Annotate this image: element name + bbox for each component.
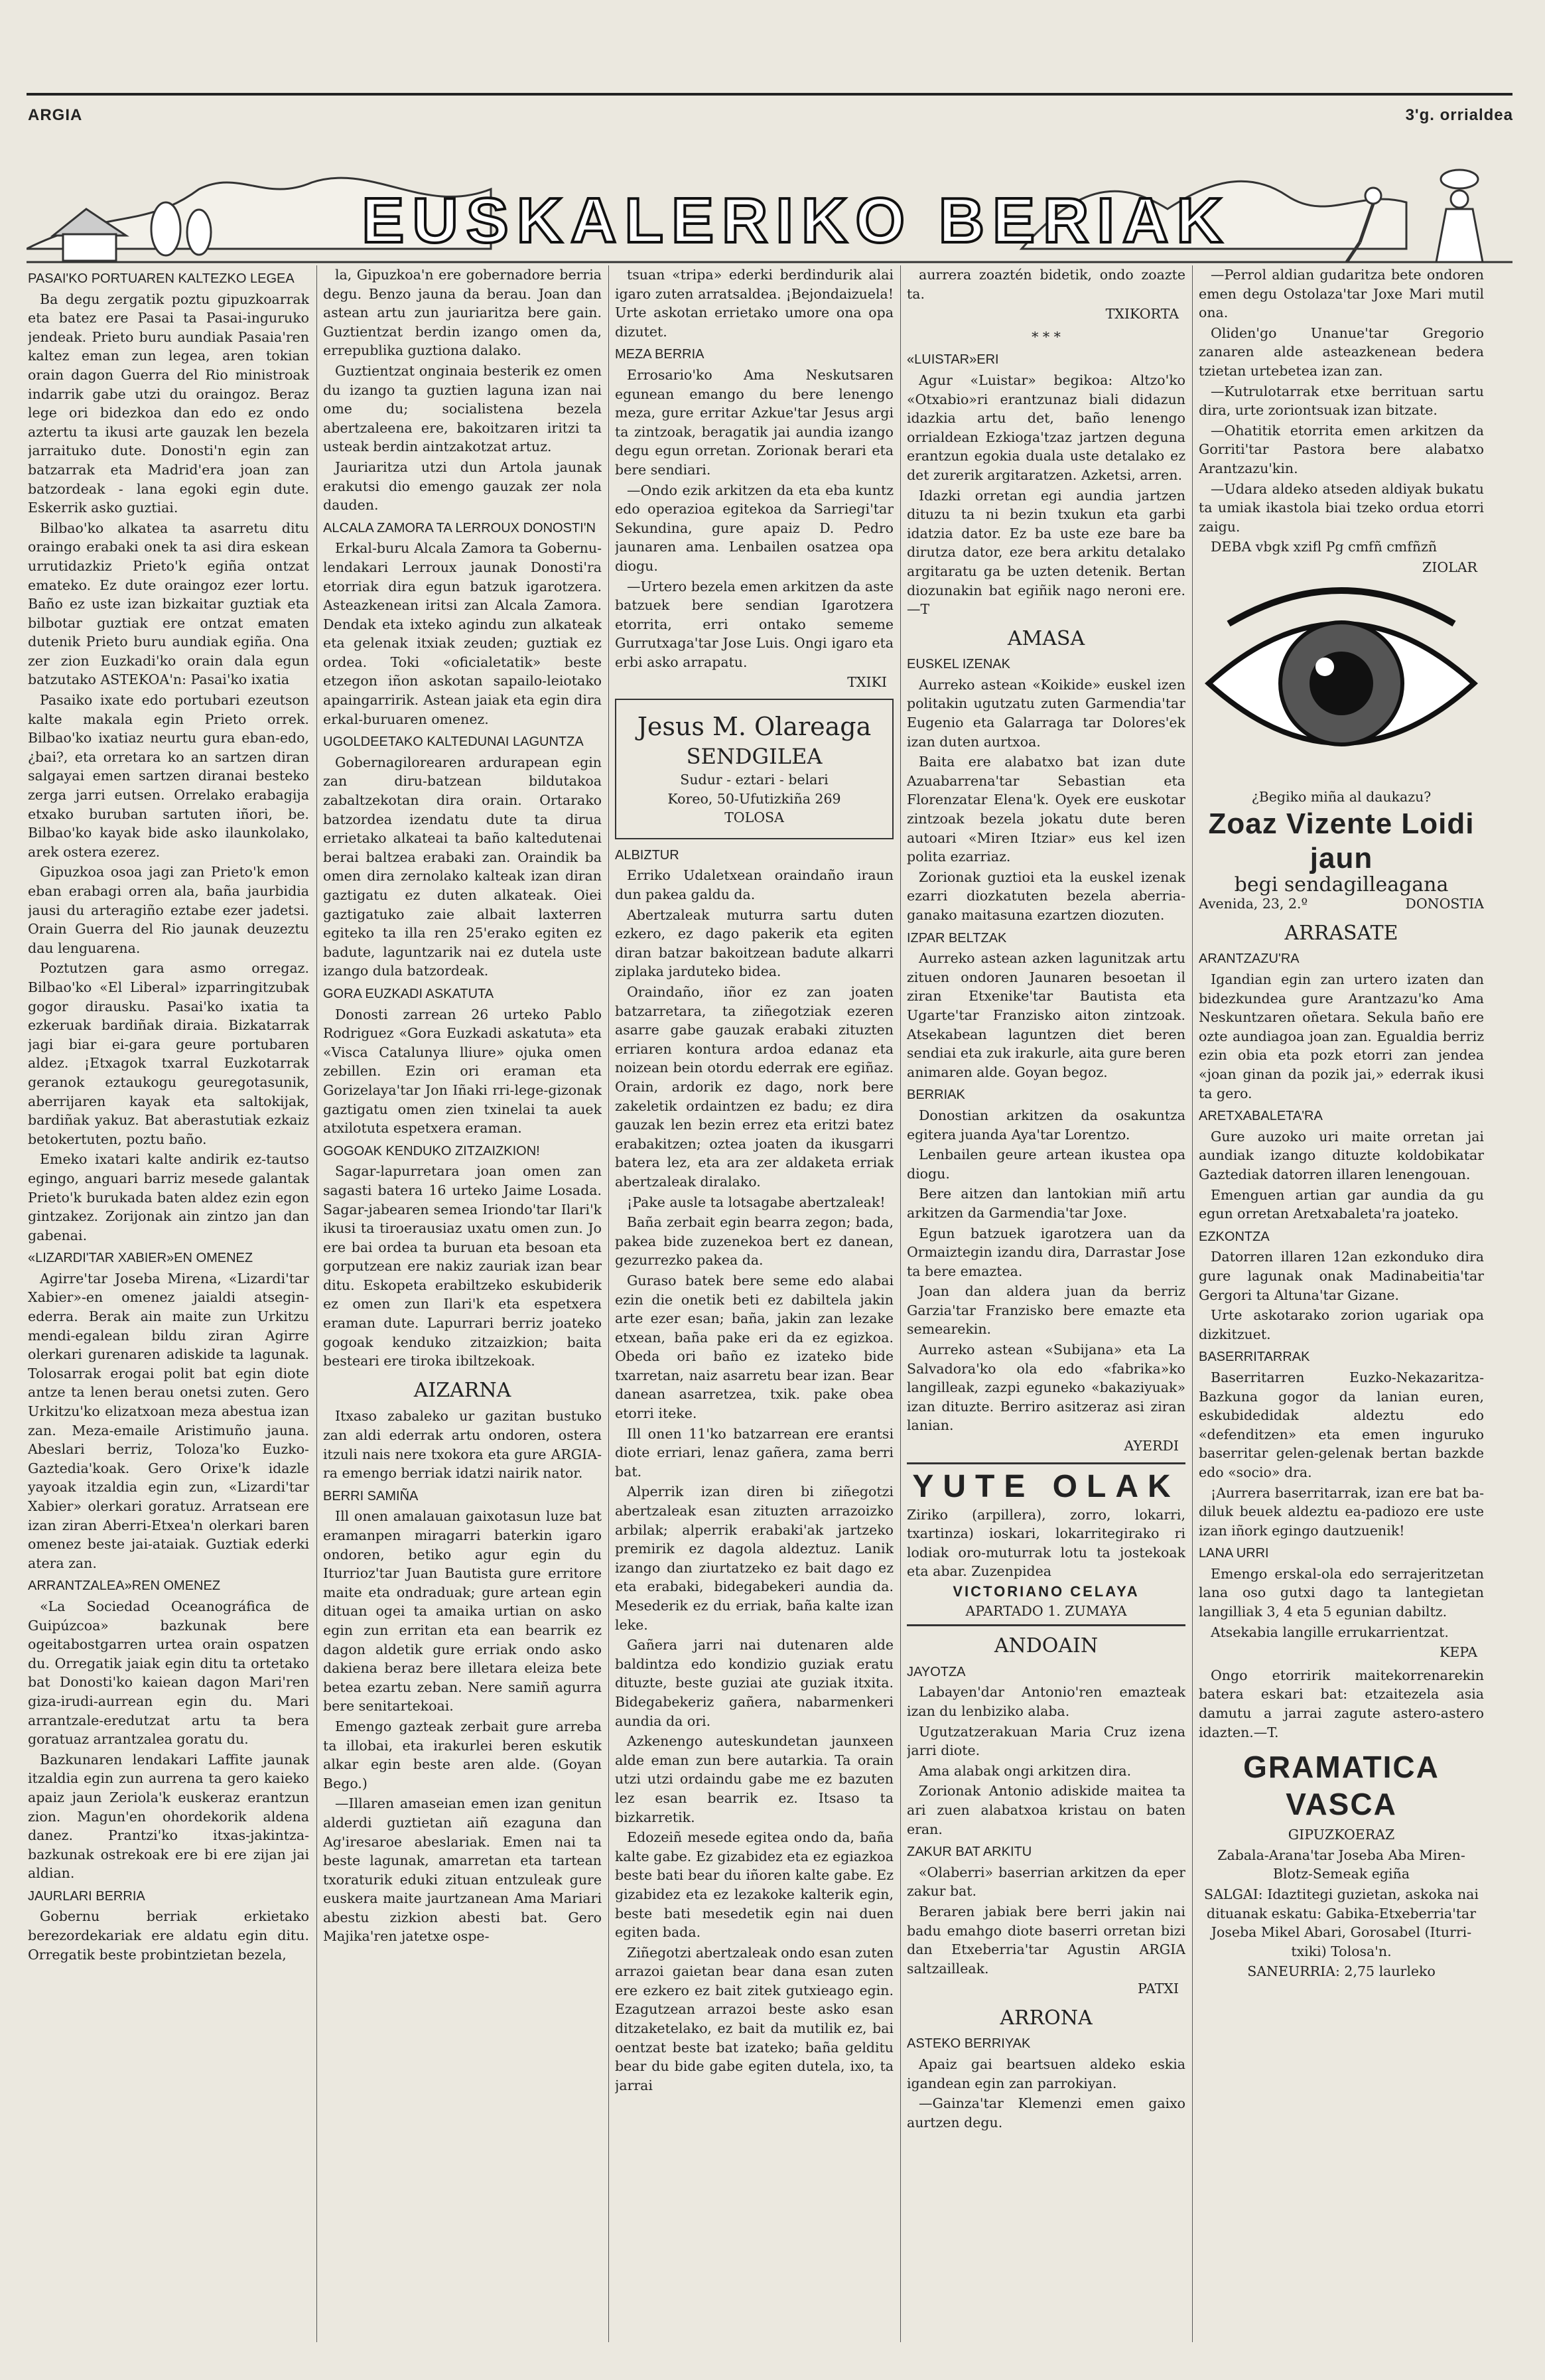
article-headline: MEZA BERRIA <box>615 347 705 362</box>
article-paragraph: —Gainza'tar Klemenzi emen gaixo aurtzen degu. <box>907 2095 1185 2131</box>
ad-line: GIPUZKOERAZ <box>1288 1827 1395 1843</box>
article-paragraph: Joan dan aldera juan da berriz Garzia'tar Franzisko bere emazte eta semearekin. <box>907 1283 1185 1338</box>
article-headline: BERRI SAMIÑA <box>323 1488 419 1504</box>
article-paragraph: Guraso batek bere seme edo alabai ezin die onetik beti ez dabiltela jakin arte ezer esan; baña, jakin zan lezake etxean, baña pake eri da ez egizkoa. Obeda ori baño ez izateko bide txarretan, naiz asarretu bear izan. Bear danean asarretzea, txik. pake obea etorri iteke. <box>615 1272 894 1422</box>
article-paragraph: Emengo gazteak zerbait gure arreba ta illobai, eta irakurlei beren eskutik alkar egin beste aren alde. (Goyan Bego.) <box>323 1718 602 1791</box>
ad-line: SANEURRIA: 2,75 laurleko <box>1247 1963 1436 1980</box>
article-headline: «LIZARDI'TAR XABIER»EN OMENEZ <box>28 1251 253 1266</box>
article-headline: ARANTZAZU'RA <box>1199 951 1300 967</box>
article-paragraph: Baña zerbait egin bearra zegon; bada, pakea bide zuzenekoa bert ez danean, gezurrezko pakea da. <box>615 1214 894 1269</box>
article-paragraph: Emenguen artian gar aundia da gu egun orretan Aretxabaleta'ra joateko. <box>1199 1186 1484 1222</box>
article-paragraph: —Udara aldeko atseden aldiyak bukatu ta umiak ikastola biai tzeko ordua etorri zaigu. <box>1199 480 1484 535</box>
article-paragraph: Alperrik izan diren bi ziñegotzi abertzaleak esan zituzten arrazoizko arbilak; alperrik erabaki'ak jartzeko premirik ez dagola aldeztuz. Lanik izango dan ziurtatzeko ez bait dago ez eta erabaki, bidegabekeri aundia da. Mesederik ez du erriak, baña kalte izan leke. <box>615 1484 894 1633</box>
article-paragraph: —Kutrulotarrak etxe berrituan sartu dira, urte zoriontsuak izan bitzate. <box>1199 383 1484 419</box>
town-heading: ARRONA <box>1000 2006 1093 2030</box>
ad-line: SENDGILEA <box>686 744 823 770</box>
article-paragraph: Aurreko astean «Subijana» eta La Salvadora'ko ola edo «fabrika»ko langilleak, zazpi eguneko «bakaziyuak» izan dituzte. Berriro asitzeraz asi ziran lanian. <box>907 1342 1185 1434</box>
article-paragraph: «La Sociedad Oceanográfica de Guipúzcoa» bazkunak bere ogeitabostgarren urtea orain ospatzen du. Orregatik jaiak egin ditu ta ortetako bat Donosti'ko kaiean dagon Mari'ren giza-irudi-aurrean egin du. Mari arrantzale-eredutzat artu ta bera goratuaz arrantzalea goratu du. <box>28 1598 309 1748</box>
article-paragraph: Bere aitzen dan lantokian miñ artu arkitzen da Garmendia'tar Joxe. <box>907 1186 1185 1221</box>
author-signature: ZIOLAR <box>1422 559 1477 575</box>
article-paragraph: Beraren jabiak bere berri jakin nai badu emahgo diote baserri orretan bizi dan Etxeberria'tar Agustin ARGIA saltzailleak. <box>907 1903 1185 1977</box>
article-headline: EUSKEL IZENAK <box>907 657 1010 672</box>
article-headline: ZAKUR BAT ARKITU <box>907 1845 1032 1860</box>
page-number: 3'g. orrialdea <box>1405 106 1513 124</box>
article-headline: UGOLDEETAKO KALTEDUNAI LAGUNTZA <box>323 735 584 750</box>
article-headline: ARETXABALETA'RA <box>1199 1109 1323 1124</box>
ad-title: GRAMATICA VASCA <box>1243 1750 1440 1822</box>
ad-line: Sudur - eztari - belari <box>680 772 829 788</box>
article-headline: «LUISTAR»ERI <box>907 352 999 368</box>
ad-address: Avenida, 23, 2.º <box>1199 896 1308 912</box>
article-paragraph: Aurreko astean «Koikide» euskel izen politakin ugutzatu zuten Garmendia'tar Eugenio eta Galarraga tar Dolores'ek izan duten aurtxoa. <box>907 676 1185 750</box>
author-signature: KEPA <box>1440 1644 1477 1661</box>
article-paragraph: Baita ere alabatxo bat izan dute Azuabarrena'tar Sebastian eta Florenzatar Elena'k. Oyek ere euskotar zintzoak bezela jokatu dute beren autoari «Miren Itziar» eus kel izen polita ezarriaz. <box>907 754 1185 865</box>
article-headline: ALBIZTUR <box>615 847 679 863</box>
article-paragraph: Sagar-lapurretara joan omen zan sagasti batera 16 urteko Jaime Losada. Sagar-jabearen semea Iriondo'tar Ilari'k ikusi ta tiroerausiaz uxatu omen zun. Jo ere bai ordea ta buruan eta besoan eta gorputzean ere nakiz zauriak izan bear ditu. Eskopeta erabiltzeko eskubiderik ez omen zun Ilari'k eta espetxera eraman dute. Lapurrari berriz joateko gogoak kenduko zitzaizkion; baita besteari ere tiroka ibiltzekoak. <box>323 1163 602 1369</box>
article-headline: EZKONTZA <box>1199 1229 1270 1244</box>
article-headline: JAURLARI BERRIA <box>28 1888 145 1904</box>
article-paragraph: ¡Pake ausle ta lotsagabe abertzaleak! <box>627 1194 886 1210</box>
ad-line: SALGAI: Idaztitegi guzietan, askoka nai dituanak eskatu: Gabika-Etxeberria'tar Joseba Mikel Abari, Gorosabel (Iturri-txiki) Tolosa'n. <box>1204 1886 1479 1959</box>
woman-basket-icon <box>1436 170 1483 262</box>
ad-doctor-name: Zoaz Vizente Loidi jaun <box>1208 807 1475 875</box>
article-paragraph: Zorionak Antonio adiskide maitea ta ari zuen alabatxoa kristau on baten eran. <box>907 1783 1185 1837</box>
article-paragraph: Agur «Luistar» begikoa: Altzo'ko «Otxabio»ri erantzunaz biali didazun idazkia artu det, baño lenengo orrialdean Ezkioga'tzaz jartzen deguna erantzun egokia duala uste detalako ez det zurerik argitaratzen. Azketsi, arren. <box>907 372 1185 483</box>
article-paragraph: Ill onen amalauan gaixotasun luze bat eramanpen miragarri baterkin igaro ondoren, betiko agur egin du Iturrioz'tar Juan Bautista gure erritore maite eta ondraduak; gure artean egin dituan ogei ta amaika urtian on asko egin zun erritan eta ean bearrik ez dagon aldetik gure erriak ondo asko dakiena beraz bere illetara eleiza bete betea ezartu zeban. Nere samiñ agurra bere senitartekoai. <box>323 1508 602 1715</box>
ad-subtitle: begi sendagilleagana <box>1234 873 1449 896</box>
article-headline: IZPAR BELTZAK <box>907 930 1007 945</box>
doctor-advertisement <box>615 699 894 839</box>
article-paragraph: Erriko Udaletxean oraindaño iraun dun pakea galdu da. <box>615 867 894 903</box>
article-paragraph: Guztientzat onginaia besterik ez omen du izango ta guztien laguna izan nai ome du; socialistena bezela abertzaleena ere, bakoitzaren iritzi ta usteak berdin aintzakotzat artuz. <box>323 362 602 455</box>
article-headline: BERRIAK <box>907 1087 965 1103</box>
eye-doctor-advertisement <box>1199 584 1484 914</box>
article-paragraph: Aurreko astean azken lagunitzak artu zituen ondoren Jaunaren besoetan il ziran Etxenike'tar Bautista eta Ugarte'tar Franzisko aiton zintzoak. Atsekabean laguntzen diet beren sendiai eta zuk irakurle, aita gure beren animaren alde. Goyan begoz. <box>907 950 1185 1080</box>
article-paragraph: DEBA vbgk xzifl Pg cmfñ cmfñzñ <box>1211 539 1438 555</box>
article-paragraph: —Urtero bezela emen arkitzen da aste batzuek bere sendian Igarotzera etorrita, erri ontako sememe Gurrutxaga'tar Jose Luis. Ongi igaro eta erbi asko arrapatu. <box>615 578 894 670</box>
article-paragraph: Bazkunaren lendakari Laffite jaunak itzaldia egin zun aurrena ta gero kaieko apaiz jaun Zeriola'k euskeraz erantzun zion. Magun'en ohordekorik aldena danez. Prantzi'ko itxas-jakintza-bazkunak ostrekoak ere bi ere zijan jai aldian. <box>28 1751 309 1882</box>
article-paragraph: —Ohatitik etorrita emen arkitzen da Gorriti'tar Pastora bere alabatxo Arantzazu'kin. <box>1199 422 1484 476</box>
article-paragraph: Abertzaleak muturra sartu duten ezkero, ez dago pakerik eta egiten diran batzar bakoitzean badute alkarri ziplaka jarduteko bidea. <box>615 906 894 980</box>
article-paragraph: Edozeiñ mesede egitea ondo da, baña kalte gabe. Ez gizabidez eta ez egiazkoa beste bati bear du iñoren kalte gabe. Ez gizabidez eta ez lezakoke kalterik egin, beste bati mesedetik egin nai duen egiten bada. <box>615 1829 894 1941</box>
ad-company: VICTORIANO CELAYA <box>953 1583 1140 1600</box>
article-headline: PASAI'KO PORTUAREN KALTEZKO LEGEA <box>28 271 295 286</box>
section-banner <box>27 149 1512 265</box>
article-paragraph: Baserritarren Euzko-Nekazaritza-Bazkuna gogor da lanian euren, eskubidedidak aldeztu edo «defenditzen» eta emen inguruko baserritar gelen-gelenak bertan bazkde edo «socio» dra. <box>1199 1369 1484 1480</box>
column-5 <box>1199 265 1484 2342</box>
ad-body: Ziriko (arpillera), zorro, lokarri, txartinza) ioskari, lokarritegirako ri lodiak oro-muturrak lotu ta jostekoak eta abar. Zuzenpidea <box>907 1506 1185 1580</box>
town-heading: AMASA <box>1007 626 1085 650</box>
article-paragraph: Emengo erskal-ola edo serrajeritzetan lana oso gutxi dago ta lantegietan langilliak 3, 4 eta 5 egunian dabiltz. <box>1199 1565 1484 1620</box>
ad-address-row <box>1199 894 1484 914</box>
ad-line: Zabala-Arana'tar Joseba Aba Miren-Blotz-Semeak egiña <box>1217 1847 1465 1882</box>
article-paragraph: Ugutzatzerakuan Maria Cruz izena jarri diote. <box>907 1723 1185 1759</box>
article-paragraph: Gobernu berriak erkietako berezordekariak ere aldatu egin ditu. Orregatik beste probintzietan bezela, <box>28 1908 309 1963</box>
column-3 <box>615 265 894 2342</box>
author-signature: TXIKI <box>847 674 887 691</box>
article-paragraph: Gañera jarri nai dutenaren alde baldintza edo kondizio guziak eratu dituzte, beste guziai ate guziak itxita. Bidegabekeriz gañera, nabarmenkeri aundia da ori. <box>615 1637 894 1729</box>
article-paragraph: Azkenengo auteskundetan jaunxeen alde eman zun bere autarkia. Ta orain utzi utzi ordaindu gabe me ez bazuten lez esan bearrik ez. Itsaso ta bizkarretik. <box>615 1733 894 1825</box>
article-paragraph: Oraindaño, iñor ez zan joaten batzarretara, ta ziñegotziak ezeren asarre gabe gauzak erabaki zituzten erriaren kontura ardoa edanaz eta noizean bein otordu ederrak ere egiñaz. Orain, ardorik ez dago, nork bere zakeletik ordaintzen ez badu; ez dira gauzak len bezin errez eta eritzi batez erabakitzen; oztea joaten da ikusgarri batera lez, eta ara zer aldaketa erriak abertzaleak diralako. <box>615 984 894 1190</box>
article-paragraph: Zorionak guztioi eta la euskel izenak ezarri diozkatuten bezela aberria-ganako maitasuna ezartzen diozuten. <box>907 869 1185 923</box>
article-paragraph: Donostian arkitzen da osakuntza egitera juanda Aya'tar Lorentzo. <box>907 1107 1185 1143</box>
column-divider <box>608 265 609 2342</box>
article-paragraph: —Ondo ezik arkitzen da eta eba kuntz edo operazioa egitekoa da Sarriegi'tar Sekundina, gure apaiz D. Pedro jaunaren ama. Lenbailen osatzea opa diogu. <box>615 482 894 574</box>
article-paragraph: Ba degu zergatik poztu gipuzkoarrak eta batez ere Pasai ta Pasai-inguruko jendeak. Prieto buru aundiak Pasaia'ren kaltez eman zun legea, aren tokian orain dagon Guerra del Rio ministroak indarrik gabe utzi du oraingoz. Beraz lege ori bidezkoa dan edo ez ondo aztertu ta ikusi arte gauzak len bezela jarraituko dute. Donosti'n egin zan batzarrak eta Madrid'era joan zan batzordeak - lana egoki egin dute. Eskerrik asko guztiai. <box>28 291 309 516</box>
article-paragraph: —Perrol aldian gudaritza bete ondoren emen degu Ostolaza'tar Joxe Mari mutil ona. <box>1199 267 1484 321</box>
article-paragraph: Emeko ixatari kalte andirik ez-tautso egingo, anguari barriz mesede galantak Prieto'k burukada baten aldez ezin egon gintzakez. Zorijonak ain zintzo jan dan gabenai. <box>28 1151 309 1243</box>
column-divider <box>900 265 901 2342</box>
article-paragraph: Errosario'ko Ama Neskutsaren egunean emango du bere lenengo meza, gure erritar Azkue'tar Jesus argi ta zintzoak, beragatik jai aundia izango degu egun orretan. Zorionak berari eta bere sendiari. <box>615 366 894 478</box>
article-paragraph: Ama alabak ongi arkitzen dira. <box>919 1762 1132 1779</box>
grammar-advertisement <box>1199 1748 1484 1981</box>
article-headline: JAYOTZA <box>907 1664 966 1679</box>
article-paragraph: Ziñegotzi abertzaleak ondo esan zuten arrazoi gaietan bear dana esan zuten ere ezkero ez bait zitek gutxieago egin. Ezagutzean arrazoi beste asko esan ditzaketelako, ez bait da mutilik ez, bai oentzat beste bat izateko; baña gelditu bear du bide gabe egiten dutela, ixo, ta jarrai <box>615 1944 894 2093</box>
article-headline: GORA EUZKADI ASKATUTA <box>323 986 494 1001</box>
article-paragraph: Urte askotarako zorion ugariak opa dizkitzuet. <box>1199 1307 1484 1342</box>
article-paragraph: Itxaso zabaleko ur gazitan bustuko zan aldi ederrak artu ondoren, ostera itzuli nais nere txokora eta gure ARGIA-ra emengo berriak idatzi nairik nator. <box>323 1408 602 1482</box>
column-4 <box>907 265 1185 2342</box>
article-headline: GOGOAK KENDUKO ZITZAIZKION! <box>323 1143 540 1158</box>
article-paragraph: ¡Aurrera baserritarrak, izan ere bat ba-diluk beuek aldeztu ea-padiozo ere uste izan iñork egingo dautzuenik! <box>1199 1484 1484 1539</box>
article-paragraph: Erkal-buru Alcala Zamora ta Gobernu-lendakari Lerroux jaunak Donosti'ra etorriak dira egun batzuk igarotzera. Asteazkenean iritsi zan Alcala Zamora. Dendak eta ixteko agindu zun alkateak eta gelenak itxiak zeuden; guztiak ez ordea. Toki «oficialetatik» beste etzegon iñon askotan sapailo-leiotako apaingarririk. Astean jaiak eta egin dira erkal-buruaren omenez. <box>323 540 602 727</box>
article-paragraph: Jauriaritza utzi dun Artola jaunak erakutsi dio emengo gauzak zer nola dauden. <box>323 458 602 514</box>
yute-olak-advertisement <box>907 1462 1185 1627</box>
author-signature: PATXI <box>1138 1981 1179 1997</box>
article-paragraph: Labayen'dar Antonio'ren emazteak izan du lenbiziko alaba. <box>907 1684 1185 1719</box>
eye-icon <box>1202 584 1481 783</box>
author-signature: AYERDI <box>1124 1438 1179 1454</box>
newspaper-name: ARGIA <box>28 106 83 124</box>
ad-title: YUTE OLAK <box>912 1468 1180 1504</box>
article-paragraph: Poztutzen gara asmo orregaz. Bilbao'ko «El Liberal» izparringitzubak gogor dirausku. Pasai'ko ixatia ta ezkeruak bardiñak diraia. Bizkatarrak jagi biar ei-gara geure portubaren aldez. ¡Etxagok txarral Euzkotarrak geranok eztaukogu geuregotasunik, aberrijaren kayak eta saltokijak, bardiñak yakuz. Bat aberastutiak ezkaiz betokertuten, poztu baño. <box>28 960 309 1147</box>
column-2 <box>323 265 602 2342</box>
ad-address: APARTADO 1. ZUMAYA <box>965 1602 1127 1619</box>
town-heading: ANDOAIN <box>994 1634 1099 1658</box>
banner-title: EUSKALERIKO BERIAK <box>362 185 1231 256</box>
separator-stars: * * * <box>1032 328 1061 345</box>
article-paragraph: Donosti zarrean 26 urteko Pablo Rodriguez «Gora Euzkadi askatuta» eta «Visca Catalunya lliure» ojuka omen zebillen. Ezin ori eraman eta Gorizelaya'tar Jon Iñaki rri-lege-gizonak gaztigatu omen zien txinelai ta auek atxilotuta espetxera eraman. <box>323 1006 602 1137</box>
article-headline: LANA URRI <box>1199 1546 1269 1561</box>
article-headline: ARRANTZALEA»REN OMENEZ <box>28 1578 221 1594</box>
article-paragraph: —Illaren amaseian emen izan genitun alderdi guztietan aiñ ezaguna dan Ag'iresaroe abeslariak. Emen nai ta beste lagunak, amarretan eta tartean txoraturik eduki zituan entzuleak gure euskera maite jaurtzanean Ama Mariari abestu zizkion abesti bat. Gero Majika'ren jatetxe ospe- <box>323 1795 602 1945</box>
article-paragraph: «Olaberri» baserrian arkitzen da eper zakur bat. <box>907 1864 1185 1900</box>
article-paragraph: Gipuzkoa osoa jagi zan Prieto'k emon eban erabagi orren ala, baña jaurbidia jausi du arteragiño eztabe ezer jadetsi. Orain Guerra del Rio jaunak deuzeztu dau lenguarena. <box>28 864 309 956</box>
column-divider <box>316 265 317 2342</box>
ad-line: TOLOSA <box>724 809 784 826</box>
ad-line: Jesus M. Olareaga <box>637 712 872 742</box>
ad-line: Koreo, 50-Ufutizkiña 269 <box>667 790 841 807</box>
article-paragraph: Pasaiko ixate edo portubari ezeutson kalte makala egin Prieto orrek. Bilbao'ko ixatiaz neurtu gura eban-edo, ¿bai?, eta orretara ko an sartzen diran salgayai emen sartzen diranai besteko zerga jarri eutsen. Orrelako erabagija etxako buruban sartuten iñori, be. Bilbao'ko kayak bide asko ilaunkolako, arek ostera ezerez. <box>28 692 309 860</box>
article-paragraph: Agirre'tar Joseba Mirena, «Lizardi'tar Xabier»-en omenez jaialdi atsegin-ederra. Berak ain maite zun Urkitzu mendi-egalean bildu ziran Agirre olerkari gurenaren adiskide ta lagunak. Tolosarrak erogai polit bat egin diote antze ta lenen berau onetsi zuten. Gero Urkitzu'ko elizatxoan meza abestua izan zan. Meza-emaile Aristimuño jauna. Abeslari berriz, Toloza'ko Euzko-Gaztedia'koak. Gero Orixe'k idazle yayoak itzaldia egin zun, «Lizardi'tar Xabier» olerkari goratuz. Arratsean ere izan ziran Aberri-Etxea'n olerkari baren omenez beste jai-ataiak. Guztiak ederki atera zan. <box>28 1270 309 1571</box>
article-paragraph: Ill onen 11'ko batzarrean ere erantsi diote erriari, lenaz gañera, zama berri bat. <box>615 1425 894 1480</box>
ad-city: DONOSTIA <box>1405 896 1484 912</box>
article-paragraph: tsuan «tripa» ederki berdindurik alai igaro zuten arratsaldea. ¡Bejondaizuela! Urte askotan errietako umore ona opa dizutet. <box>615 267 894 340</box>
article-paragraph: Lenbailen geure artean ikustea opa diogu. <box>907 1147 1185 1182</box>
article-paragraph: Gure auzoko uri maite orretan jai aundiak izango dituzte koldobikatar Gaztediak datorren illaren lenengouan. <box>1199 1128 1484 1182</box>
article-paragraph: Igandian egin zan urtero izaten dan bidezkundea gure Arantzazu'ko Ama Neskuntzaren oñetara. Sekula baño ere ozte aundiagoa joan zan. Egualdia berriz ezin obia eta pozk etorri zan jendea «joan ginan da pozik jai,» ederrak ikusi ta gero. <box>1199 971 1484 1101</box>
town-heading: ARRASATE <box>1284 921 1398 945</box>
article-paragraph: Oliden'go Unanue'tar Gregorio zanaren alde asteazkenean bedera tzietan urtebetea izan zan. <box>1199 324 1484 379</box>
article-headline: ALCALA ZAMORA TA LERROUX DONOSTI'N <box>323 520 596 535</box>
article-paragraph: Gobernagilorearen ardurapean egin zan diru-batzean bildutakoa zabaltzekotan dira orain. Ortarako batzordea izendatu dute ta dirua errietako alkateai ta baño kaltedutenai berai baltzea erabaki zan. Oraindik ba omen dira zernolako kalteak izan diran gaztigatu ez duten alkateak. Oiei gaztigatuko zaie albait laxterren egiteko ta illa ren 25'erako egiten ez badute, laguntzarik nai ez dutela uste izango dula batzordeak. <box>323 754 602 979</box>
article-headline: ASTEKO BERRIYAK <box>907 2036 1031 2052</box>
article-paragraph: Datorren illaren 12an ezkonduko dira gure lagunak onak Madinabeitia'tar Gergori ta Altuna'tar Gizane. <box>1199 1249 1484 1303</box>
ad-question: ¿Begiko miña al daukazu? <box>1251 789 1432 805</box>
header-rule <box>27 93 1512 106</box>
article-paragraph: Atsekabia langille errukarrientzat. <box>1211 1624 1449 1640</box>
article-paragraph: aurrera zoaztén bidetik, ondo zoazte ta. <box>907 267 1185 302</box>
column-divider <box>1192 265 1193 2342</box>
article-paragraph: la, Gipuzkoa'n ere gobernadore berria degu. Benzo jauna da berau. Joan dan astean artu zun jauriaritza bere gain. Guztientzat berdin izango omen da, errepublika guztiona dalako. <box>323 267 602 359</box>
author-signature: TXIKORTA <box>1105 306 1179 322</box>
article-paragraph: Egun batzuek igarotzera uan da Ormaiztegin izandu dira, Darrastar Jose ta bere emaztea. <box>907 1225 1185 1279</box>
article-paragraph: Idazki orretan egi aundia jartzen dituzu ta ni bezin txukun eta garbi idatzia dator. Ez ba uste eze bare ba dirutza dator, eze bera arkitu detalako argitaratu ga be uzten detenik. Bertan diozunakin bat egiñik nago neroni ere.—T <box>907 487 1185 618</box>
article-paragraph: Bilbao'ko alkatea ta asarretu ditu oraingo erabaki onek ta asi dira eskean urrutidazkiz Prieto'k egiña ontzat emateko. Ez dute oraingoz ezer lortu. Baño ez uste izan bizkaitar guztiak eta bilbotar guztiak ere ontzat ematen dutenik Prieto buru aundiak egiña. Ona zer zion Euzkadi'ko orain dala egun batzutako ASTEKOA'n: Pasai'ko ixatia <box>28 520 309 688</box>
town-heading: AIZARNA <box>413 1378 511 1402</box>
house-icon <box>53 209 126 261</box>
article-paragraph: Ongo etorririk maitekorrenarekin batera eskari bat: etzaitezela asia damutu a jarrai zagute astero-astero idazten.—T. <box>1199 1667 1484 1740</box>
article-headline: BASERRITARRAK <box>1199 1350 1310 1365</box>
article-paragraph: Apaiz gai beartsuen aldeko eskia igandean egin zan parrokiyan. <box>907 2056 1185 2091</box>
column-1 <box>28 265 309 2342</box>
